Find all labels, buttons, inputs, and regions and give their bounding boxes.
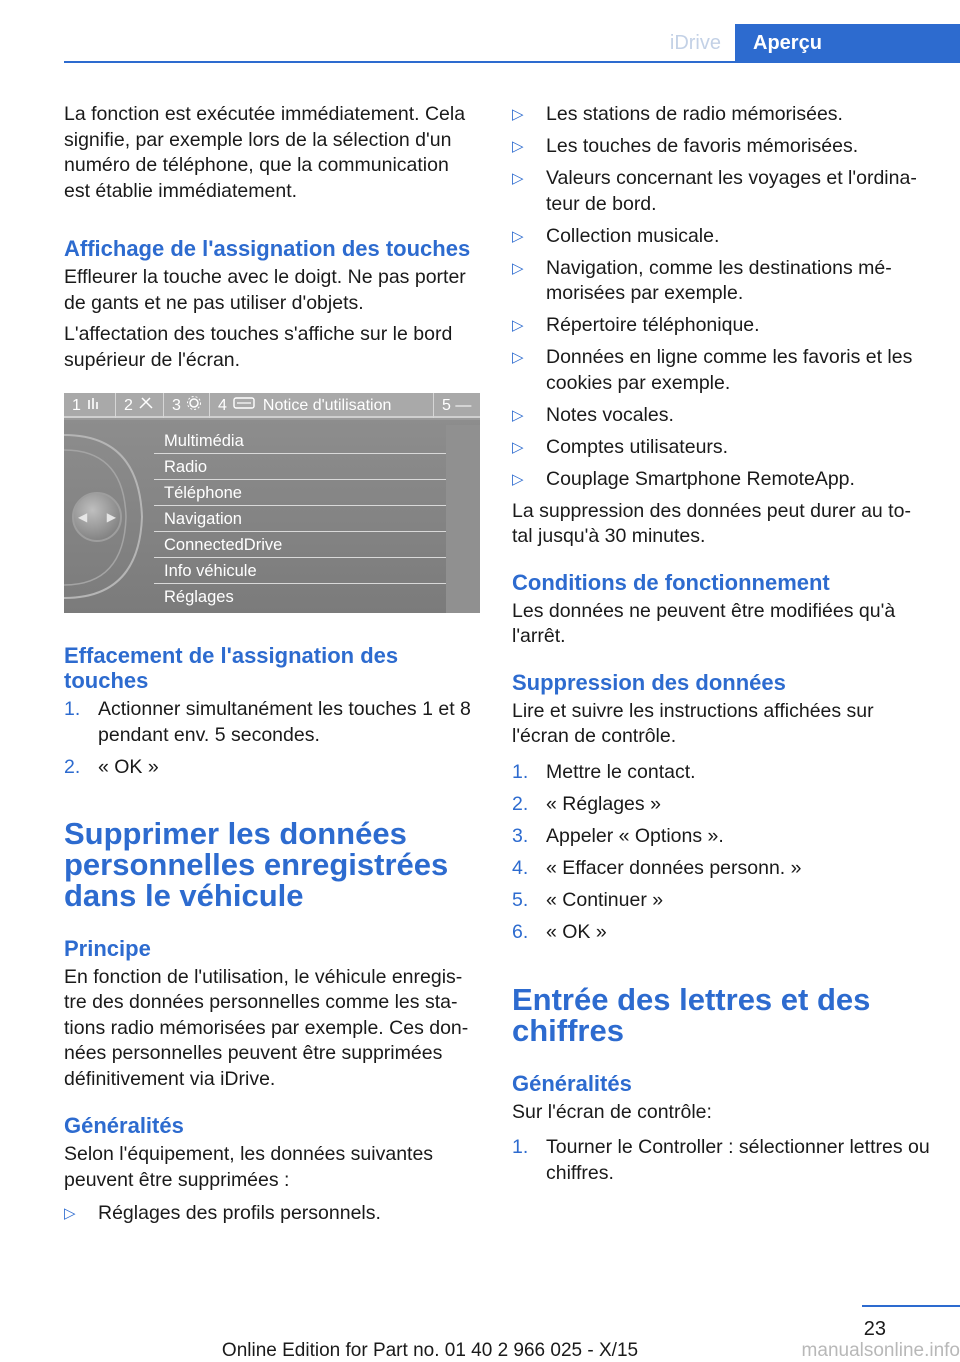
list-item bbox=[512, 760, 932, 786]
favorite-number: 2 bbox=[124, 396, 133, 414]
conditions-paragraph: Les données ne peuvent être modifiées qu'à l'arrêt. bbox=[512, 599, 896, 647]
list-item bbox=[64, 1201, 480, 1227]
phone-signal-icon bbox=[86, 396, 102, 415]
menu-item-multimedia: Multimédia bbox=[154, 428, 446, 454]
heading-general-2: Généralités bbox=[512, 1070, 632, 1096]
deletion-steps-list bbox=[512, 760, 932, 946]
menu-item-connecteddrive: ConnectedDrive bbox=[154, 532, 446, 558]
step-text: « Continuer » bbox=[546, 888, 664, 911]
list-item bbox=[512, 345, 932, 396]
assignment-paragraph-2: L'affectation des touches s'affiche sur le bord supérieur de l'écran. bbox=[64, 323, 453, 371]
triangle-bullet-icon: ▷ bbox=[512, 227, 524, 245]
list-item bbox=[512, 224, 932, 250]
step-text: « Réglages » bbox=[546, 792, 661, 815]
screen-right-rail bbox=[446, 425, 480, 613]
list-item bbox=[512, 920, 932, 946]
list-item bbox=[512, 134, 932, 160]
step-number: 1. bbox=[64, 698, 81, 720]
menu-item-vehicle-info: Info véhicule bbox=[154, 558, 446, 584]
list-item bbox=[512, 313, 932, 339]
heading-data-deletion: Suppression des données bbox=[512, 669, 786, 695]
favorite-number: 4 bbox=[218, 396, 227, 414]
left-column bbox=[64, 102, 480, 1233]
favorite-number: 5 — bbox=[442, 396, 472, 414]
screen-menu-area bbox=[64, 420, 480, 613]
bullet-text: Données en ligne comme les favoris et les cookies par exemple. bbox=[546, 346, 913, 394]
header-tab-label: Aperçu bbox=[735, 24, 960, 62]
favorite-key-2 bbox=[116, 393, 164, 418]
step-text: Mettre le contact. bbox=[546, 760, 696, 783]
bullet-text: Répertoire téléphonique. bbox=[546, 314, 760, 336]
list-item bbox=[512, 792, 932, 818]
step-text: Appeler « Options ». bbox=[546, 824, 724, 847]
page-header bbox=[639, 24, 960, 62]
triangle-bullet-icon: ▷ bbox=[512, 259, 524, 277]
menu-item-settings: Réglages bbox=[164, 588, 234, 606]
step-number: 5. bbox=[512, 888, 529, 911]
step-text: Tourner le Controller : sélectionner lettres ou chiffres. bbox=[546, 1136, 930, 1184]
intro-paragraph: La fonction est exécutée immédiatement. Cela signifie, par exemple lors de la sélection d'un numéro de téléphone, que la communication est établie immédiatement. bbox=[64, 103, 466, 202]
bullet-text: Navigation, comme les destinations mé‐ morisées par exemple. bbox=[546, 256, 892, 304]
list-item bbox=[512, 256, 932, 307]
gear-icon bbox=[186, 395, 202, 416]
bullet-text: Collection musicale. bbox=[546, 224, 720, 247]
heading-operating-conditions: Conditions de fonctionnement bbox=[512, 569, 830, 595]
step-text: « OK » bbox=[98, 755, 159, 778]
step-number: 1. bbox=[512, 1136, 529, 1158]
general-paragraph: Selon l'équipement, les données suivantes peuvent être supprimées : bbox=[64, 1143, 434, 1191]
entry-steps-list bbox=[512, 1135, 932, 1186]
triangle-bullet-icon: ▷ bbox=[512, 470, 524, 488]
step-number: 4. bbox=[512, 856, 529, 879]
list-item bbox=[512, 856, 932, 882]
step-number: 3. bbox=[512, 824, 529, 847]
deletable-data-list-start bbox=[64, 1201, 480, 1227]
triangle-bullet-icon: ▷ bbox=[512, 438, 524, 456]
bullet-text: Couplage Smartphone RemoteApp. bbox=[546, 467, 855, 490]
favorite-number: 1 bbox=[72, 396, 81, 414]
page-number: 23 bbox=[863, 1318, 886, 1340]
list-item bbox=[512, 435, 932, 461]
list-item bbox=[512, 403, 932, 429]
bullet-text: Réglages des profils personnels. bbox=[98, 1202, 381, 1224]
bullet-text: Notes vocales. bbox=[546, 403, 674, 426]
heading-assignment: Affichage de l'assignation des touches bbox=[64, 236, 471, 261]
triangle-bullet-icon: ▷ bbox=[512, 170, 524, 187]
footer-rule bbox=[862, 1305, 960, 1307]
controller-knob-icon: ◀ ▶ bbox=[72, 492, 122, 542]
step-number: 6. bbox=[512, 920, 529, 943]
screen-favorites-bar bbox=[64, 393, 480, 418]
triangle-bullet-icon: ▷ bbox=[512, 406, 524, 424]
step-text: « OK » bbox=[546, 920, 607, 943]
duration-paragraph: La suppression des données peut durer au to‐ tal jusqu'à 30 minutes. bbox=[512, 499, 911, 547]
list-item bbox=[512, 824, 932, 850]
triangle-bullet-icon: ▷ bbox=[64, 1205, 76, 1222]
edition-text: Online Edition for Part no. 01 40 2 966 025 - X/15 bbox=[221, 1340, 639, 1361]
header-rule bbox=[64, 61, 960, 63]
step-number: 2. bbox=[64, 755, 81, 778]
step-number: 2. bbox=[512, 792, 529, 815]
list-item bbox=[512, 1135, 932, 1186]
menu-item-radio: Radio bbox=[154, 454, 446, 480]
right-column bbox=[512, 102, 932, 1193]
favorite-key-5 bbox=[434, 393, 480, 418]
tools-icon bbox=[138, 396, 154, 415]
favorite-key-1 bbox=[64, 393, 116, 418]
list-item bbox=[512, 102, 932, 128]
assignment-paragraph-1: Effleurer la touche avec le doigt. Ne pas porter de gants et ne pas utiliser d'objets. bbox=[64, 266, 466, 314]
heading-principle: Principe bbox=[64, 935, 151, 961]
favorite-label: Notice d'utilisation bbox=[262, 396, 392, 414]
heading-delete-personal-data: Supprimer les données personnelles enregistrées dans le véhicule bbox=[64, 815, 449, 913]
triangle-bullet-icon: ▷ bbox=[512, 138, 524, 155]
heading-erase-assignment: Effacement de l'assignation des touches bbox=[64, 643, 399, 693]
step-text: « Effacer données personn. » bbox=[546, 856, 802, 879]
general-paragraph-2: Sur l'écran de contrôle: bbox=[512, 1100, 712, 1123]
triangle-bullet-icon: ▷ bbox=[512, 106, 524, 123]
deletion-paragraph: Lire et suivre les instructions affichées sur l'écran de contrôle. bbox=[512, 699, 874, 747]
menu-item-navigation: Navigation bbox=[154, 506, 446, 532]
bullet-text: Les touches de favoris mémorisées. bbox=[546, 135, 859, 157]
bullet-text: Valeurs concernant les voyages et l'ordina‐ teur de bord. bbox=[546, 167, 917, 215]
car-book-icon bbox=[233, 396, 255, 415]
step-number: 1. bbox=[512, 760, 529, 783]
list-item bbox=[64, 697, 480, 748]
list-item bbox=[512, 467, 932, 493]
triangle-bullet-icon: ▷ bbox=[512, 349, 524, 366]
favorite-number: 3 bbox=[172, 396, 181, 414]
heading-general: Généralités bbox=[64, 1113, 184, 1138]
triangle-bullet-icon: ▷ bbox=[512, 317, 524, 334]
list-item bbox=[512, 888, 932, 914]
step-text: Actionner simultanément les touches 1 et 8 pendant env. 5 secondes. bbox=[98, 698, 471, 746]
deletable-data-list bbox=[512, 102, 932, 492]
favorite-key-3 bbox=[164, 393, 210, 418]
erase-steps-list bbox=[64, 697, 480, 780]
principle-paragraph: En fonction de l'utilisation, le véhicule enregis‐ tre des données personnelles comme les sta‐ tions radio mémorisées par exemple. Ces don‐ nées personnelles peuvent être supprimées définitivement via iDrive. bbox=[64, 965, 469, 1090]
bullet-text: Comptes utilisateurs. bbox=[546, 435, 729, 458]
list-item bbox=[64, 755, 480, 781]
menu-item-telephone: Téléphone bbox=[154, 480, 446, 506]
heading-letter-entry: Entrée des lettres et des chiffres bbox=[512, 981, 871, 1048]
watermark-text: manualsonline.info bbox=[801, 1340, 960, 1361]
header-section-label: iDrive bbox=[639, 24, 735, 62]
bullet-text: Les stations de radio mémorisées. bbox=[546, 103, 843, 125]
main-menu bbox=[154, 428, 446, 610]
favorite-key-4 bbox=[210, 393, 434, 418]
list-item bbox=[512, 166, 932, 217]
idrive-screen-figure bbox=[64, 393, 480, 613]
